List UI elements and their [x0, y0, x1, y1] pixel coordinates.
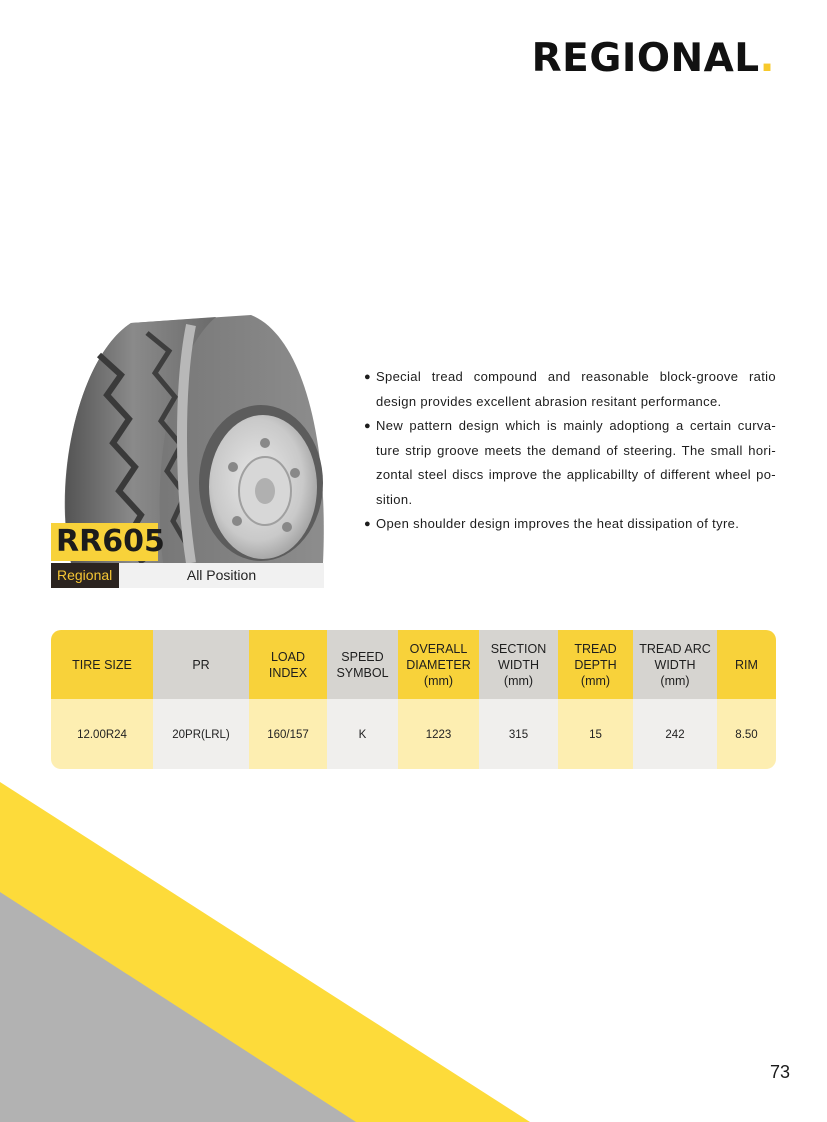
cell-overall-diameter: 1223 — [398, 699, 479, 769]
category-badge: Regional — [51, 563, 119, 588]
header-pr — [153, 630, 249, 699]
bullet-icon: ● — [364, 518, 371, 530]
cell-rim: 8.50 — [717, 699, 776, 769]
product-figure — [51, 315, 324, 588]
header-text: RIM — [735, 657, 758, 672]
title-accent-dot: . — [759, 36, 775, 81]
header-speed-symbol — [327, 630, 398, 699]
cell-speed-symbol: K — [327, 699, 398, 769]
feature-text: Open shoulder design improves the heat dissipation of tyre. — [376, 516, 740, 531]
spec-table-container — [51, 630, 776, 769]
header-text: (mm) — [580, 673, 611, 688]
header-tread-arc-width — [633, 630, 717, 699]
header-overall-diameter — [398, 630, 479, 699]
header-text: TIRE SIZE — [72, 657, 132, 672]
feature-text: Special tread compound and reasonable block-groove ratio design provides excellent abrasion resitant performance. — [376, 369, 776, 409]
header-text: SYMBOL — [336, 665, 389, 680]
spec-table — [51, 630, 776, 769]
table-row — [51, 699, 776, 769]
header-text: TREAD ARC — [639, 641, 711, 656]
header-text: DIAMETER — [406, 657, 471, 672]
model-name: RR605 — [51, 523, 158, 561]
header-text: (mm) — [423, 673, 454, 688]
header-text: DEPTH — [574, 657, 617, 672]
feature-item — [364, 365, 776, 414]
feature-text: New pattern design which is mainly adoptiong a certain curva-ture strip groove meets the demand of steering. The small hori-zontal steel discs improve the applicabillty of different wheel po-sition. — [376, 418, 776, 507]
position-label: All Position — [186, 567, 257, 583]
page-title — [532, 36, 775, 81]
cell-tread-depth: 15 — [558, 699, 633, 769]
header-text: INDEX — [268, 665, 308, 680]
header-tread-depth — [558, 630, 633, 699]
cell-tread-arc-width: 242 — [633, 699, 717, 769]
header-text: PR — [192, 657, 210, 672]
bullet-icon: ● — [364, 371, 371, 383]
header-rim — [717, 630, 776, 699]
feature-item — [364, 414, 776, 512]
bullet-icon: ● — [364, 420, 371, 432]
feature-item — [364, 512, 776, 537]
header-text: SPEED — [341, 649, 384, 664]
header-text: (mm) — [503, 673, 534, 688]
page-title-text: REGIONAL — [531, 36, 760, 81]
header-text: (mm) — [660, 673, 690, 688]
cell-load-index: 160/157 — [249, 699, 327, 769]
category-bar — [51, 563, 324, 588]
cell-section-width: 315 — [479, 699, 558, 769]
header-section-width — [479, 630, 558, 699]
page-number: 73 — [769, 1062, 790, 1082]
header-load-index — [249, 630, 327, 699]
header-text: TREAD — [574, 641, 617, 656]
header-text: SECTION — [490, 641, 547, 656]
cell-tire-size: 12.00R24 — [51, 699, 153, 769]
feature-list — [364, 365, 776, 537]
header-text: LOAD — [270, 649, 306, 664]
header-text: WIDTH — [498, 657, 539, 672]
decorative-stripes — [0, 780, 827, 1122]
spec-header-row — [51, 630, 776, 699]
header-text: WIDTH — [654, 657, 696, 672]
header-tire-size — [51, 630, 153, 699]
header-text: OVERALL — [409, 641, 468, 656]
cell-pr: 20PR(LRL) — [153, 699, 249, 769]
